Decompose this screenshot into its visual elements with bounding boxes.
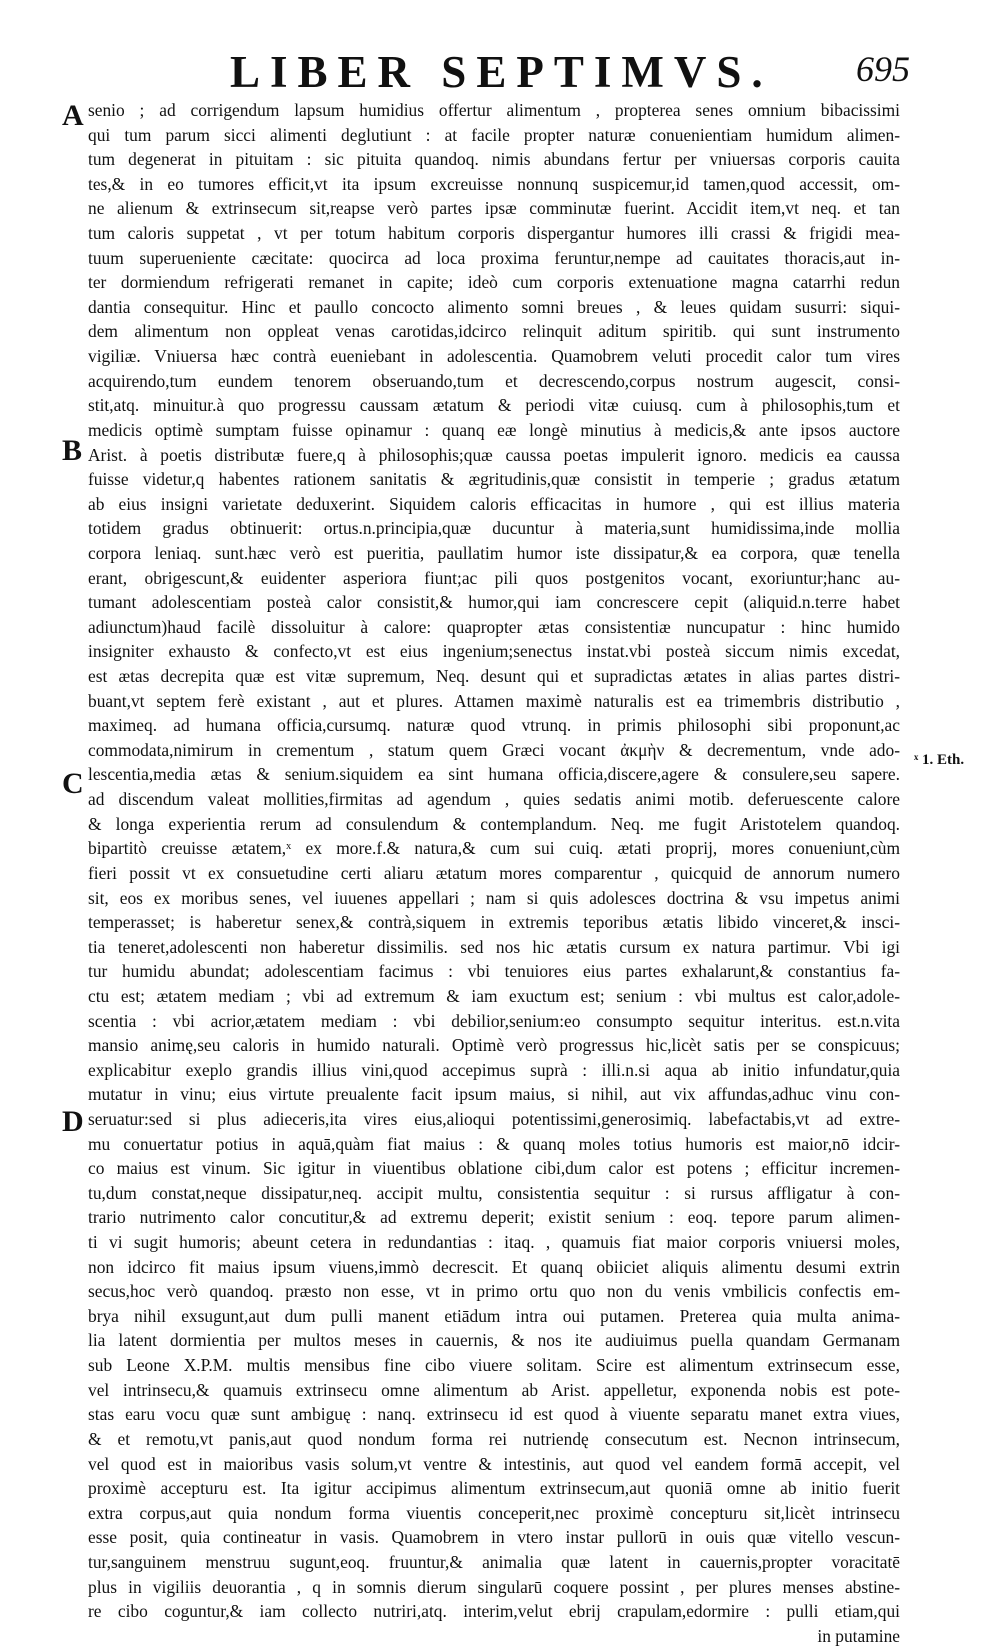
text-line: stas earu vocu quæ sunt ambiguę : nanq. extrinsecu id est quod à viuente separatu manet extra viues,	[88, 1404, 900, 1425]
text-line: ne alienum & extrinsecum sit,reapse verò partes ipsæ comminutæ fuerint. Accidit item,vt neq. et tan	[88, 198, 900, 219]
text-line: extra corpus,aut quia nondum forma viuentis conceperit,nec proximè concepturu sit,licèt intrinsecu	[88, 1502, 900, 1523]
text-line: esse posit, quia contineatur in vasis. Quamobrem in vtero instar pullorū in ouis quæ vitello vescun-	[88, 1527, 900, 1548]
text-line: maximeq. ad humana officia,cursumq. naturæ quod vtrunq. in primis philosophi sibi proponunt,ac	[88, 715, 900, 736]
text-line: mansio animę,seu caloris in humido naturali. Optimè verò progressus hic,licèt satis per se conspicuus;	[88, 1035, 900, 1056]
text-line: stit,atq. minuitur.à quo progressu caussam ætatum & periodi vitæ cuiusq. cum à philosophis,tum et	[88, 395, 900, 416]
text-line: sub Leone X.P.M. multis mensibus fine cibo viuere solitam. Scire est alimentum extrinsecum esse,	[88, 1355, 900, 1376]
text-line: tum degenerat in pituitam : sic pituita quandoq. nimis abundans fertur per vniuersas corporis cauita	[88, 149, 900, 170]
section-marker-c: C	[62, 767, 84, 800]
text-line: ti vi sugit humoris; abeunt cetera in redundantias : itaq. , quamuis fiat maior corporis vniuersi moles,	[88, 1232, 900, 1253]
text-line: vel quod est in maioribus vasis solum,vt ventre & intestinis, aut quod vel eandem formā accepit, vel	[88, 1453, 900, 1474]
text-line: corpora leniaq. sunt.hæc verò est pueritia, paullatim humor iste dissipatur,& ea corpora, quæ tenella	[88, 542, 900, 563]
text-line: adiunctum)haud facilè dissoluitur à calore: quapropter ætas consistentiæ nuncupatur : hinc humido	[88, 616, 900, 637]
text-line: scentia : vbi acrior,ætatem mediam : vbi debilior,senium:eo consumpto sequitur interitus. est.n.vita	[88, 1010, 900, 1031]
text-line: & et remotu,vt panis,aut quod nondum forma rei nutriendę consecutum est. Necnon intrinsecum,	[88, 1428, 900, 1449]
text-line: ad discendum valeat mollities,firmitas ad agendum , quies sedatis animi motib. deferuescente calore	[88, 789, 900, 810]
text-line: tum caloris suppetat , vt per totum habitum corporis dispergantur humores illi crassi & frigidi mea-	[88, 223, 900, 244]
text-line: vel intrinsecu,& quamuis extrinsecu omne alimentum ab Arist. appelletur, exponenda nobis est pote-	[88, 1379, 900, 1400]
section-marker-a: A	[62, 99, 84, 132]
body-text	[88, 98, 900, 1648]
text-line: Arist. à poetis distributæ fuere,q à philosophis;quæ caussa poetas impulerit ignoro. medicis ea caussa	[88, 444, 900, 465]
text-line: senio ; ad corrigendum lapsum humidius offertur alimentum , propterea senes omnium bibacissimi	[88, 100, 900, 120]
text-line: lia latent dormientia per multos meses in cauernis, & nos ite audiuimus puella quandam Germanam	[88, 1330, 900, 1351]
text-line: dantia consequitur. Hinc et paullo concocto alimento somni breues , & leues quidam susurri: siqui-	[88, 296, 900, 317]
text-line: tia teneret,adolescenti non haberetur dissimilis. sed nos hic ætatis cursum ex natura partimur. Vbi igi	[88, 936, 900, 957]
text-line: fuisse videtur,q habentes rationem sanitatis & ægritudinis,quæ consistit in temperie ; gradus ætatum	[88, 469, 900, 490]
text-line: re cibo coguntur,& iam collecto nutriri,atq. interim,velut ebrij crapulam,edormire : pulli etiam,qui	[88, 1601, 900, 1622]
text-line: non idcirco fit maius ipsum viuens,immò decrescit. Et quanq obiiciet aliquis alimentu desumi extrin	[88, 1256, 900, 1277]
text-line: ab eius insigni varietate deduxerint. Siquidem caloris efficacitas in humore , qui est illius materia	[88, 493, 900, 514]
margin-note: ˣ 1. Eth.	[914, 752, 965, 768]
text-line: tur humidu abundat; adolescentiam facimus : vbi tenuiores eius partes exhalarunt,& constantius fa-	[88, 961, 900, 982]
text-line: sit, eos ex moribus senes, vel iuuenes appellari ; nam si quis adolesces doctrina & vsu impetus animi	[88, 887, 900, 908]
text-line: totidem gradus obtinuerit: ortus.n.principia,quæ ducuntur à materia,sunt humidissima,inde mollia	[88, 518, 900, 539]
text-line: in putamine	[817, 1625, 900, 1646]
text-line: ter dormiendum refrigerati remanet in capite; ideò cum corporis extenuatione magna catarrhi redun	[88, 272, 900, 293]
running-title: LIBER SEPTIMVS.	[230, 47, 773, 97]
text-line: buant,vt septem ferè existant , aut et plures. Attamen maximè naturalis est ea trimembris distributio ,	[88, 690, 900, 711]
section-marker-d: D	[62, 1105, 84, 1138]
text-line: & longa experientia rerum ad consulendum & contemplandum. Neq. me fugit Aristotelem quandoq.	[88, 813, 900, 834]
text-line: acquirendo,tum eundem tenorem obseruando,tum et decrescendo,corpus nostrum augescit, consi-	[88, 370, 900, 391]
text-line: proximè accepturu est. Ita igitur accipimus alimentum extrinsecum,aut quoniā omne ab initio fuerit	[88, 1478, 900, 1499]
text-line: vigiliæ. Vniuersa hæc contrà eueniebant in adolescentia. Quamobrem veluti procedit calor tum vires	[88, 346, 900, 367]
text-line: ctu est; ætatem mediam ; vbi ad extremum & iam exuctum est; senium : vbi multus est calor,adole-	[88, 985, 900, 1006]
text-line: tu,dum constat,neque dissipatur,neq. accipit multu, consistentia sequitur : si rursus affligatur à con-	[88, 1182, 900, 1203]
text-line: mu conuertatur potius in aquā,quàm fiat maius : & quanq moles totius humoris est maior,nō idcir-	[88, 1133, 900, 1154]
text-line: explicabitur exeplo grandis illius vini,quod accepimus suprà : illi.n.si aqua ab initio infundatur,quia	[88, 1059, 900, 1080]
page-number: 695	[856, 49, 910, 89]
page-header	[90, 46, 910, 96]
text-line: secus,hoc verò quandoq. præsto non esse, vt in primo ortu quo non du venis vmbilicis confectis em-	[88, 1281, 900, 1302]
text-line: qui tum parum sicci alimenti deglutiunt : at facile propter naturæ conuenientiam humidum alimen-	[88, 124, 900, 145]
section-marker-b: B	[62, 434, 83, 467]
text-line: medicis optimè sumptam fuisse opinamur : quanq eæ longè minutius à medicis,& ante ipsos auctore	[88, 419, 900, 440]
text-line: est ætas decrepita quæ est vitæ supremum, Neq. desunt qui et supradictas ætates in alias partes distri-	[88, 666, 900, 687]
text-line: mutatur in vinu; eius virtute preualente facit ipsum maius, si nihil, aut vix affundas,adhuc vinu con-	[88, 1084, 900, 1105]
text-line: tes,& in eo tumores efficit,vt ita ipsum excreuisse nonnunq suspicemur,id tamen,quod accessit, om-	[88, 173, 900, 194]
text-line: tur,sanguinem menstruu sugunt,eoq. fruuntur,& animalia quæ latent in cauernis,propter voracitatē	[88, 1551, 900, 1572]
text-line: fieri possit vt ex consuetudine certi aliaru ætatum mores comparentur , quicquid de annorum numero	[88, 862, 900, 883]
text-line: erant, obrigescunt,& euidenter asperiora fiunt;ac pili quos postgenitos vocant, exoriuntur;hanc au-	[88, 567, 900, 588]
text-line: commodata,nimirum in crementum , statum quem Græci vocant ἀκμὴν & decrementum, vnde ado-	[88, 739, 900, 760]
text-line: trario nutrimento calor concutitur,& ad extremu deperit; existit senium : eoq. tepore parum alimen-	[88, 1207, 900, 1228]
text-line: co maius est vinum. Sic igitur in viuentibus oblatione cibi,dum calor est potens ; efficitur incremen-	[88, 1158, 900, 1179]
text-line: brya nihil exsugunt,aut dum pulli manent etiādum intra oui putamen. Preterea quia multa anima-	[88, 1305, 900, 1326]
text-line: dem alimentum non oppleat venas carotidas,idcirco relinquit aditum spiritib. qui sunt instrumento	[88, 321, 900, 342]
text-line: tumant adolescentiam posteà calor consistit,& humor,qui iam concrescere cepit (aliquid.n.terre habet	[88, 592, 900, 613]
text-line: temperasset; is haberetur senex,& contrà,siquem in extremis teporibus ætatis libido vinceret,& insci-	[88, 912, 900, 933]
text-line: insigniter exhausto & confecto,vt est eius ingenium;senectus instat.vbi posteà siccum nimis excedat,	[88, 641, 900, 662]
text-line: seruatur:sed si plus adieceris,ita vires eius,alioqui potentissimi,generosimiq. labefactabis,vt ad extre-	[88, 1108, 900, 1129]
text-line: tuum superueniente cæcitate: quocirca ad loca proxima feruntur,nempe ad cauitates thoracis,aut in-	[88, 247, 900, 268]
text-line: bipartitò creuisse ætatem,ˣ ex more.f.& natura,& cum sui cuiq. ætati proprij, mores conueniunt,cùm	[88, 838, 900, 859]
text-line: plus in vigiliis deuorantia , q in somnis dierum singularū coquere possint , per plures menses abstine-	[88, 1576, 900, 1597]
text-line: lescentia,media ætas & senium.siquidem ea sint humana officia,discere,agere & consulere,seu sapere.	[88, 764, 900, 785]
